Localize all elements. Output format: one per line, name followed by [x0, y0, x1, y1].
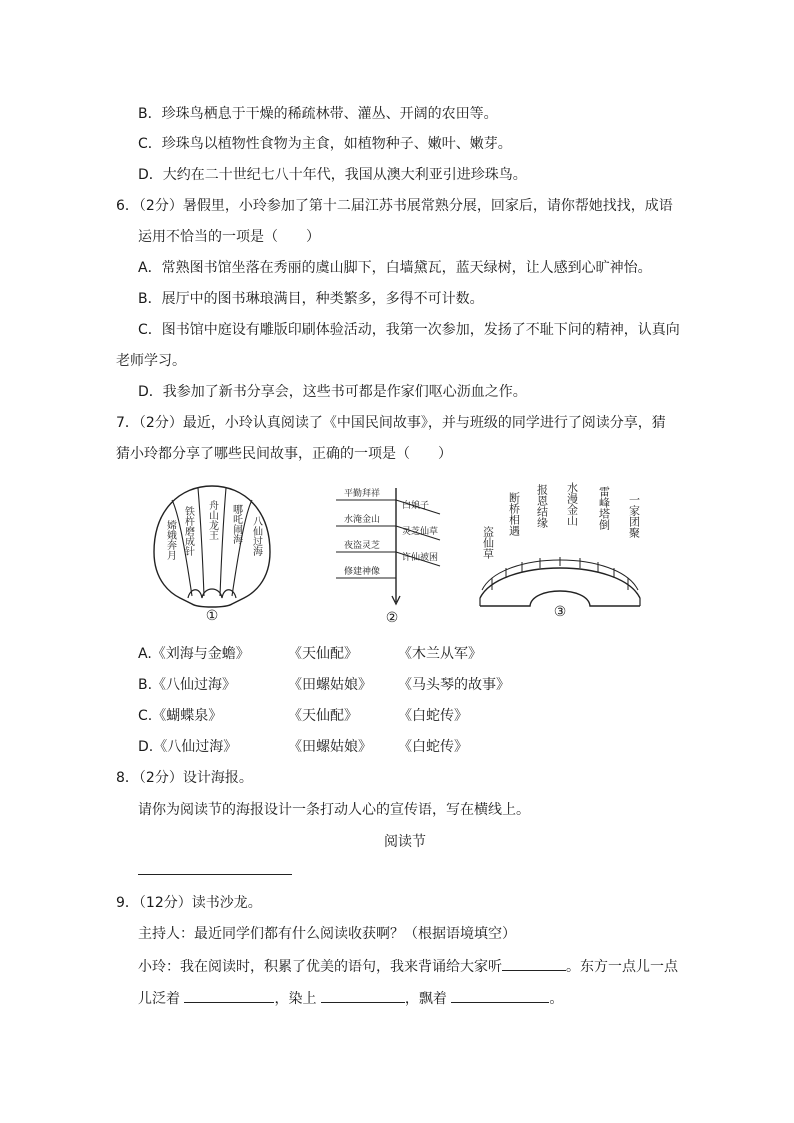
q9-blank-1[interactable]	[184, 988, 274, 1003]
timeline-figure	[330, 484, 465, 624]
shell-section-3: 舟山龙王	[206, 500, 218, 540]
q9-xiaoling-line2	[138, 988, 563, 1009]
timeline-left-3: 夜盗灵芝	[344, 541, 381, 551]
q6-option-d: D．我参加了新书分享会，这些书可都是作家们呕心沥血之作。	[138, 384, 527, 400]
q5-option-d: D．大约在二十世纪七八十年代，我国从澳大利亚引进珍珠鸟。	[138, 167, 527, 183]
figure2-number: ②	[385, 610, 399, 624]
q9-line2-part4: 。	[549, 991, 564, 1007]
q9-xiaoling-part2: 。东方一点儿一点	[566, 959, 678, 975]
q6-option-a: A．常熟图书馆坐落在秀丽的虞山脚下，白墙黛瓦，蓝天绿树，让人感到心旷神怡。	[138, 260, 652, 276]
timeline-left-1: 平勤拜祥	[344, 489, 381, 499]
shell-figure	[150, 482, 274, 622]
q6-stem-line1: 6．（2分）暑假里，小玲参加了第十二届江苏书展常熟分展，回家后，请你帮她找找，成语	[116, 198, 673, 214]
q6-option-b: B．展厅中的图书琳琅满目，种类繁多，多得不可计数。	[138, 291, 484, 307]
q9-xiaoling-line1	[138, 956, 678, 977]
q6-stem-line2: 运用不恰当的一项是（ ）	[138, 229, 320, 245]
q7-option-a-2: 《天仙配》	[288, 646, 358, 662]
q7-option-b-3: 《马头琴的故事》	[398, 677, 510, 693]
q7-option-c-1: C.《蝴蝶泉》	[138, 708, 223, 724]
shell-section-4: 哪吒闹海	[230, 504, 242, 544]
q7-option-d-2: 《田螺姑娘》	[288, 739, 372, 755]
figure3-number: ③	[553, 604, 567, 620]
q8-poster-title: 阅读节	[384, 834, 426, 850]
bridge-label-3: 水漫金山	[565, 482, 579, 526]
q7-option-a-3: 《木兰从军》	[398, 646, 482, 662]
bridge-label-6: 盗仙草	[481, 526, 495, 559]
q9-line2-part2: ，染上	[274, 991, 317, 1007]
timeline-right-3: 许仙被困	[402, 553, 439, 563]
timeline-right-1: 白娘子	[402, 501, 430, 511]
figure1-number: ①	[205, 608, 219, 622]
bridge-figure	[470, 478, 650, 620]
timeline-right-2: 灵芝仙草	[402, 527, 439, 537]
q7-option-d-1: D.《八仙过海》	[138, 739, 238, 755]
shell-section-5: 八仙过海	[250, 516, 262, 556]
q8-answer-line[interactable]	[138, 874, 292, 875]
q7-option-b-1: B.《八仙过海》	[138, 677, 237, 693]
bridge-label-5: 一家团聚	[627, 494, 641, 538]
q5-option-b: B．珍珠鸟栖息于干燥的稀疏林带、灌丛、开阔的农田等。	[138, 106, 498, 122]
q7-option-c-2: 《天仙配》	[288, 708, 358, 724]
q5-option-c: C．珍珠鸟以植物性食物为主食，如植物种子、嫩叶、嫩芽。	[138, 136, 512, 152]
q9-stem: 9．（12分）读书沙龙。	[116, 895, 262, 911]
q9-host-line: 主持人：最近同学们都有什么阅读收获啊？（根据语境填空）	[138, 926, 516, 942]
shell-section-1: 嫦娥奔月	[164, 520, 176, 560]
q9-blank-2[interactable]	[321, 988, 405, 1003]
q7-option-b-2: 《田螺姑娘》	[288, 677, 372, 693]
q7-stem-line2: 猜小玲都分享了哪些民间故事，正确的一项是（ ）	[116, 446, 452, 462]
q6-option-c-line1: C．图书馆中庭设有雕版印刷体验活动，我第一次参加，发扬了不耻下问的精神，认真向	[138, 322, 680, 338]
q9-line2-part1: 儿泛着	[138, 991, 180, 1007]
q9-blank-source[interactable]	[502, 956, 566, 971]
q6-option-c-line2: 老师学习。	[116, 353, 186, 369]
q9-line2-part3: ，飘着	[404, 991, 447, 1007]
timeline-left-4: 修建神像	[344, 567, 381, 577]
q7-option-c-3: 《白蛇传》	[398, 708, 468, 724]
q7-stem-line1: 7．（2分）最近，小玲认真阅读了《中国民间故事》，并与班级的同学进行了阅读分享，猜	[116, 415, 666, 431]
shell-section-2: 铁杵磨成针	[182, 506, 194, 556]
q7-option-a-1: A.《刘海与金蟾》	[138, 646, 250, 662]
timeline-left-2: 水淹金山	[344, 515, 381, 525]
bridge-label-4: 雷峰塔倒	[597, 486, 611, 530]
bridge-label-2: 报恩结缘	[535, 484, 549, 528]
bridge-label-1: 断桥相遇	[507, 492, 521, 536]
q9-blank-3[interactable]	[451, 988, 549, 1003]
q8-instruction: 请你为阅读节的海报设计一条打动人心的宣传语，写在横线上。	[138, 802, 530, 818]
q9-xiaoling-part1: 小玲：我在阅读时，积累了优美的语句，我来背诵给大家听	[138, 959, 502, 975]
q8-stem: 8．（2分）设计海报。	[116, 770, 253, 786]
q7-option-d-3: 《白蛇传》	[398, 739, 468, 755]
